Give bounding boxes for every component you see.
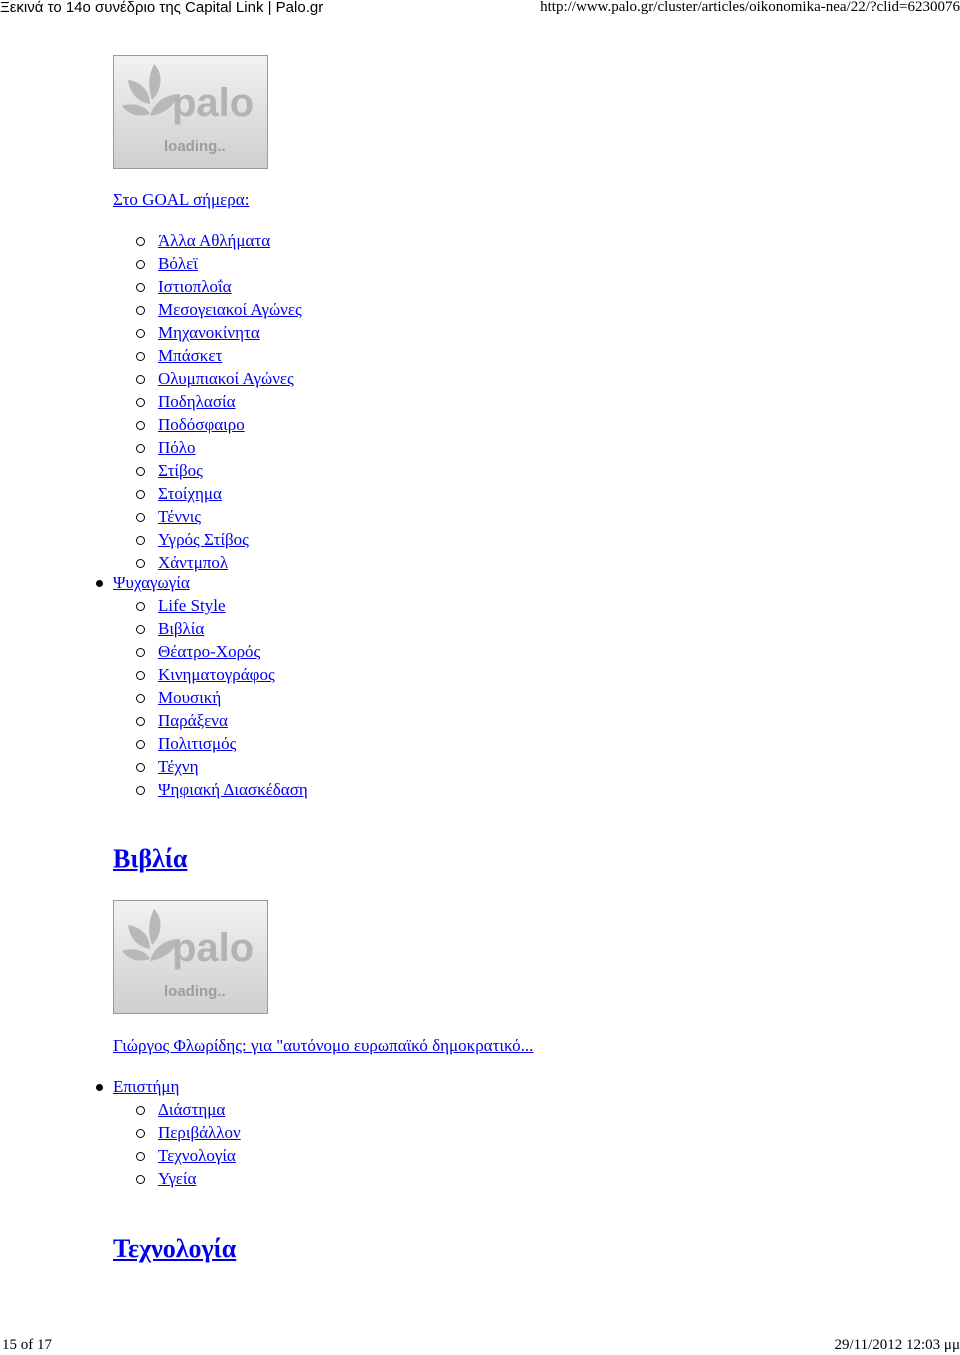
svg-text:loading..: loading.. [164, 983, 226, 1000]
list-item-link[interactable]: Κινηματογράφος [158, 665, 275, 684]
circle-bullet-icon [136, 421, 145, 430]
list-item-link[interactable]: Παράξενα [158, 711, 228, 730]
list-item[interactable] [135, 253, 302, 276]
list-item[interactable] [135, 756, 308, 779]
list-item[interactable] [135, 1168, 241, 1191]
list-item[interactable] [135, 437, 302, 460]
circle-bullet-icon [136, 1152, 145, 1161]
science-link[interactable]: Επιστήμη [113, 1077, 180, 1096]
palo-logo-image [113, 900, 268, 1014]
palo-leaf-icon [114, 56, 268, 169]
list-item[interactable] [135, 483, 302, 506]
svg-text:palo: palo [172, 926, 255, 970]
entertainment-list [135, 595, 308, 802]
circle-bullet-icon [136, 602, 145, 611]
circle-bullet-icon [136, 1106, 145, 1115]
list-item-link[interactable]: Μουσική [158, 688, 222, 707]
circle-bullet-icon [136, 306, 145, 315]
palo-leaf-icon [114, 901, 268, 1014]
circle-bullet-icon [136, 352, 145, 361]
circle-bullet-icon [136, 329, 145, 338]
list-item-link[interactable]: Τέχνη [158, 757, 199, 776]
list-item[interactable] [135, 345, 302, 368]
list-item[interactable] [135, 391, 302, 414]
circle-bullet-icon [136, 536, 145, 545]
list-item[interactable] [135, 1099, 241, 1122]
list-item-link[interactable]: Τέννις [158, 507, 202, 526]
list-item-link[interactable]: Πολιτισμός [158, 734, 237, 753]
circle-bullet-icon [136, 260, 145, 269]
palo-logo-image [113, 55, 268, 169]
list-item-link[interactable]: Μεσογειακοί Αγώνες [158, 300, 302, 319]
circle-bullet-icon [136, 717, 145, 726]
list-item[interactable] [135, 733, 308, 756]
list-item-link[interactable]: Ολυμπιακοί Αγώνες [158, 369, 294, 388]
circle-bullet-icon [136, 444, 145, 453]
list-item-link[interactable]: Ψηφιακή Διασκέδαση [158, 780, 308, 799]
circle-bullet-icon [136, 237, 145, 246]
list-item-link[interactable]: Άλλα Αθλήματα [158, 231, 271, 250]
science-list [135, 1099, 241, 1191]
list-item[interactable] [135, 618, 308, 641]
bullet-icon [96, 580, 103, 587]
circle-bullet-icon [136, 763, 145, 772]
circle-bullet-icon [136, 1175, 145, 1184]
circle-bullet-icon [136, 671, 145, 680]
circle-bullet-icon [136, 375, 145, 384]
books-heading[interactable]: Βιβλία [113, 844, 188, 873]
goal-today-link[interactable]: Στο GOAL σήμερα: [113, 190, 250, 209]
list-item-link[interactable]: Υγρός Στίβος [158, 530, 249, 549]
list-item-link[interactable]: Μηχανοκίνητα [158, 323, 260, 342]
circle-bullet-icon [136, 467, 145, 476]
list-item[interactable] [135, 1122, 241, 1145]
list-item-link[interactable]: Πόλο [158, 438, 196, 457]
list-item-link[interactable]: Life Style [158, 596, 226, 615]
list-item-link[interactable]: Στίβος [158, 461, 203, 480]
list-item-link[interactable]: Ποδόσφαιρο [158, 415, 245, 434]
list-item-link[interactable]: Τεχνολογία [158, 1146, 236, 1165]
circle-bullet-icon [136, 648, 145, 657]
list-item[interactable] [135, 529, 302, 552]
list-item-link[interactable]: Διάστημα [158, 1100, 226, 1119]
circle-bullet-icon [136, 786, 145, 795]
list-item[interactable] [135, 414, 302, 437]
list-item-link[interactable]: Περιβάλλον [158, 1123, 241, 1142]
circle-bullet-icon [136, 1129, 145, 1138]
article-link[interactable]: Γιώργος Φλωρίδης: για "αυτόνομο ευρωπαϊκό δημοκρατικό... [113, 1036, 534, 1055]
list-item-link[interactable]: Μπάσκετ [158, 346, 223, 365]
list-item-link[interactable]: Ποδηλασία [158, 392, 236, 411]
entertainment-link[interactable]: Ψυχαγωγία [113, 573, 190, 592]
list-item[interactable] [135, 595, 308, 618]
list-item[interactable] [135, 1145, 241, 1168]
list-item[interactable] [135, 779, 308, 802]
list-item-link[interactable]: Χάντμπολ [158, 553, 229, 572]
list-item[interactable] [135, 687, 308, 710]
list-item[interactable] [135, 710, 308, 733]
page-url: http://www.palo.gr/cluster/articles/oikonomika-nea/22/?clid=6230076 [540, 0, 960, 15]
list-item[interactable] [135, 368, 302, 391]
list-item-link[interactable]: Βιβλία [158, 619, 205, 638]
list-item[interactable] [135, 460, 302, 483]
circle-bullet-icon [136, 513, 145, 522]
list-item-link[interactable]: Ιστιοπλοΐα [158, 277, 232, 296]
bullet-icon [96, 1084, 103, 1091]
sports-list [135, 230, 302, 575]
list-item-link[interactable]: Υγεία [158, 1169, 197, 1188]
circle-bullet-icon [136, 740, 145, 749]
circle-bullet-icon [136, 559, 145, 568]
list-item-link[interactable]: Θέατρο-Χορός [158, 642, 261, 661]
list-item[interactable] [135, 506, 302, 529]
list-item-link[interactable]: Στοίχημα [158, 484, 222, 503]
circle-bullet-icon [136, 625, 145, 634]
list-item[interactable] [135, 276, 302, 299]
list-item[interactable] [135, 664, 308, 687]
svg-text:loading..: loading.. [164, 138, 226, 155]
svg-text:palo: palo [172, 81, 255, 125]
circle-bullet-icon [136, 694, 145, 703]
page-number: 15 of 17 [2, 1337, 52, 1353]
list-item[interactable] [135, 299, 302, 322]
circle-bullet-icon [136, 398, 145, 407]
print-datetime: 29/11/2012 12:03 μμ [834, 1337, 960, 1353]
list-item[interactable] [135, 322, 302, 345]
circle-bullet-icon [136, 490, 145, 499]
circle-bullet-icon [136, 283, 145, 292]
page-title: Ξεκινά το 14ο συνέδριο της Capital Link | Palo.gr [0, 0, 324, 16]
list-item[interactable] [135, 230, 302, 253]
list-item-link[interactable]: Βόλεϊ [158, 254, 198, 273]
technology-heading[interactable]: Τεχνολογία [113, 1234, 237, 1263]
list-item[interactable] [135, 641, 308, 664]
